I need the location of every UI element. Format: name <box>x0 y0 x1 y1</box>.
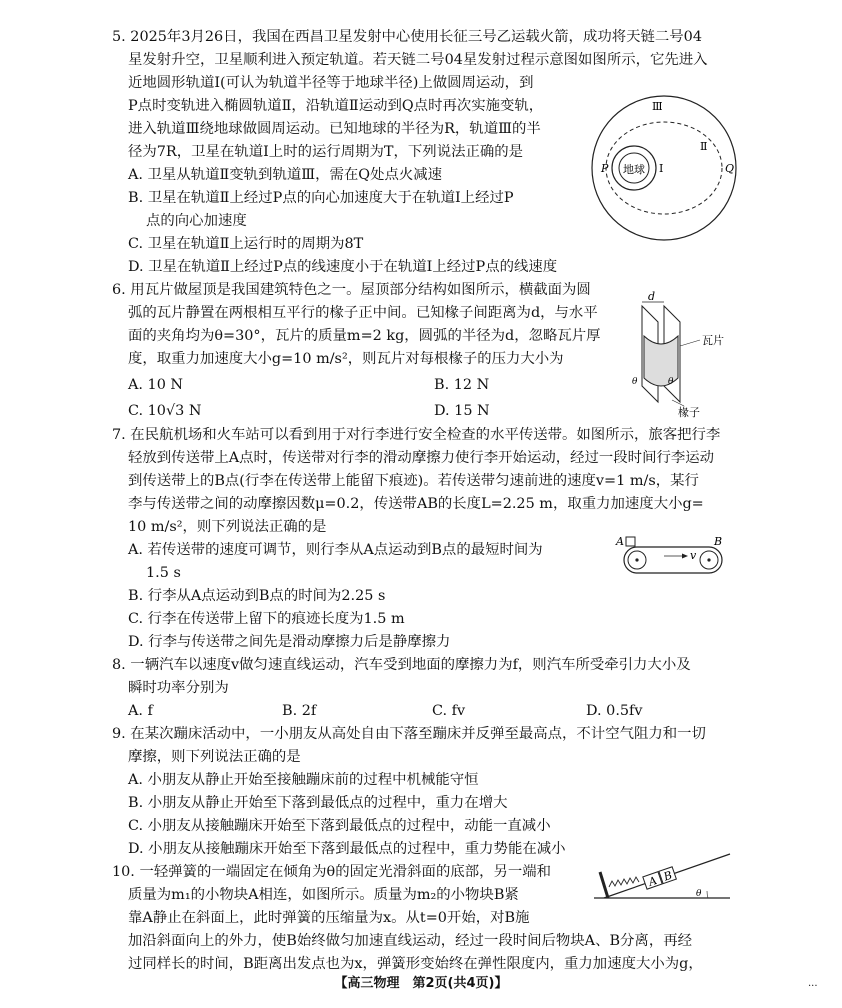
text-line-q9-l1: 9. 在某次蹦床活动中，一小朋友从高处自由下落至蹦床并反弹至最高点，不计空气阻力和一切 <box>112 726 706 742</box>
point-q-label: Q <box>725 162 735 175</box>
text-line-q8-B: B. 2f <box>282 703 317 719</box>
text-line-q7-l3: 到传送带上的B点(行李在传送带上能留下痕迹)。若传送带匀速前进的速度v=1 m/s，某行 <box>128 473 699 489</box>
orbit-label-3: Ⅲ <box>652 100 663 113</box>
text-line-q9-C: C. 小朋友从接触蹦床开始至下落到最低点的过程中，动能一直减小 <box>128 818 551 834</box>
block-b-label: B <box>662 868 674 884</box>
text-line-q8-l1: 8. 一辆汽车以速度v做匀速直线运动，汽车受到地面的摩擦力为f，则汽车所受牵引力大小及 <box>112 657 691 673</box>
velocity-label: v <box>690 549 697 562</box>
text-line-q10-l5: 过同样长的时间，B距离出发点也为x，弹簧形变始终在弹性限度内，重力加速度大小为g， <box>128 956 703 972</box>
theta-label-right: θ <box>668 377 674 387</box>
conveyor-belt-diagram <box>614 534 734 578</box>
text-line-q7-A1: A. 若传送带的速度可调节，则行李从A点运动到B点的最短时间为 <box>128 542 543 558</box>
slope-angle-label: θ <box>696 889 702 899</box>
point-b-label: B <box>714 535 723 548</box>
point-a-label: A <box>616 535 624 548</box>
text-line-q5-A: A. 卫星从轨道Ⅱ变轨到轨道Ⅲ，需在Q处点火减速 <box>128 167 443 183</box>
text-line-q6-C: C. 10√3 N <box>128 403 202 419</box>
rafter-label: 椽子 <box>678 406 700 419</box>
text-line-q7-l2: 轻放到传送带上A点时，传送带对行李的滑动摩擦力使行李开始运动，经过一段时间行李运动 <box>128 450 715 466</box>
orbit-diagram <box>582 88 742 248</box>
text-line-q6-l3: 面的夹角均为θ=30°，瓦片的质量m=2 kg，圆弧的半径为d，忽略瓦片厚 <box>128 328 601 344</box>
text-line-q6-l2: 弧的瓦片静置在两根相互平行的椽子正中间。已知椽子间距离为d，与水平 <box>128 305 598 321</box>
text-line-q10-l4: 加沿斜面向上的外力，使B始终做匀加速直线运动，经过一段时间后物块A、B分离，再经 <box>128 933 692 949</box>
text-line-q5-B2: 点的向心加速度 <box>146 213 247 229</box>
text-line-q8-A: A. f <box>128 703 153 719</box>
text-line-q10-l2: 质量为m₁的小物块A相连，如图所示。质量为m₂的小物块B紧 <box>128 887 519 903</box>
text-line-q6-D: D. 15 N <box>434 403 490 419</box>
text-line-q7-l5: 10 m/s²，则下列说法正确的是 <box>128 519 327 535</box>
orbit-label-2: Ⅱ <box>700 140 708 153</box>
text-line-q7-l1: 7. 在民航机场和火车站可以看到用于对行李进行安全检查的水平传送带。如图所示，旅客把行李 <box>112 427 721 443</box>
text-line-q6-l4: 度，取重力加速度大小g=10 m/s²，则瓦片对每根椽子的压力大小为 <box>128 351 564 367</box>
text-line-q5-l5: 进入轨道Ⅲ绕地球做圆周运动。已知地球的半径为R，轨道Ⅲ的半 <box>128 121 541 137</box>
text-line-q6-l1: 6. 用瓦片做屋顶是我国建筑特色之一。屋顶部分结构如图所示，横截面为圆 <box>112 282 591 298</box>
text-line-q7-C: C. 行李在传送带上留下的痕迹长度为1.5 m <box>128 611 405 627</box>
text-line-q5-B1: B. 卫星在轨道Ⅱ上经过P点的向心加速度大于在轨道Ⅰ上经过P <box>128 190 514 206</box>
text-line-q9-D: D. 小朋友从接触蹦床开始至下落到最低点的过程中，重力势能在减小 <box>128 841 566 857</box>
text-line-q7-B: B. 行李从A点运动到B点的时间为2.25 s <box>128 588 386 604</box>
point-p-label: P <box>601 162 609 175</box>
text-line-q8-C: C. fv <box>432 703 466 719</box>
text-line-q5-l6: 径为7R，卫星在轨道Ⅰ上时的运行周期为T，下列说法正确的是 <box>128 144 524 160</box>
corner-mark: ... <box>808 978 818 989</box>
text-line-q5-D: D. 卫星在轨道Ⅱ上经过P点的线速度小于在轨道Ⅰ上经过P点的线速度 <box>128 259 558 275</box>
incline-spring-diagram <box>590 846 732 902</box>
tile-label: 瓦片 <box>702 334 724 347</box>
text-line-q10-l3: 靠A静止在斜面上，此时弹簧的压缩量为x。从t=0开始，对B施 <box>128 910 530 926</box>
text-line-q6-A: A. 10 N <box>128 377 184 393</box>
text-line-q5-l3: 近地圆形轨道Ⅰ(可认为轨道半径等于地球半径)上做圆周运动，到 <box>128 75 534 91</box>
text-line-q7-l4: 李与传送带之间的动摩擦因数μ=0.2，传送带AB的长度L=2.25 m，取重力加速度大小g= <box>128 496 704 512</box>
text-line-q5-C: C. 卫星在轨道Ⅱ上运行时的周期为8T <box>128 236 364 252</box>
text-line-q9-B: B. 小朋友从静止开始至下落到最低点的过程中，重力在增大 <box>128 795 508 811</box>
text-line-q9-A: A. 小朋友从静止开始至接触蹦床前的过程中机械能守恒 <box>128 772 479 788</box>
text-line-q8-D: D. 0.5fv <box>586 703 643 719</box>
text-line-q9-l2: 摩擦，则下列说法正确的是 <box>128 749 301 765</box>
text-line-q5-l1: 5. 2025年3月26日，我国在西昌卫星发射中心使用长征三号乙运载火箭，成功将天链二号04 <box>112 29 702 45</box>
text-line-q8-l2: 瞬时功率分别为 <box>128 680 229 696</box>
text-line-q6-B: B. 12 N <box>434 377 490 393</box>
dim-d-label: d <box>648 290 656 303</box>
orbit-label-1: Ⅰ <box>659 162 664 175</box>
text-line-q10-l1: 10. 一轻弹簧的一端固定在倾角为θ的固定光滑斜面的底部，另一端和 <box>112 864 552 880</box>
text-line-q5-l2: 星发射升空，卫星顺利进入预定轨道。若天链二号04星发射过程示意图如图所示，它先进入 <box>128 52 708 68</box>
tile-rafter-diagram <box>628 290 738 420</box>
text-line-q7-D: D. 行李与传送带之间先是滑动摩擦力后是静摩擦力 <box>128 634 451 650</box>
text-line-q7-A2: 1.5 s <box>146 565 181 581</box>
block-a-label: A <box>646 873 659 889</box>
text-line-q5-l4: P点时变轨进入椭圆轨道Ⅱ，沿轨道Ⅱ运动到Q点时再次实施变轨， <box>128 98 544 114</box>
earth-label: 地球 <box>623 163 645 176</box>
theta-label-left: θ <box>632 377 638 387</box>
page-footer: 【高三物理 第2页(共4页)】 <box>334 976 508 991</box>
